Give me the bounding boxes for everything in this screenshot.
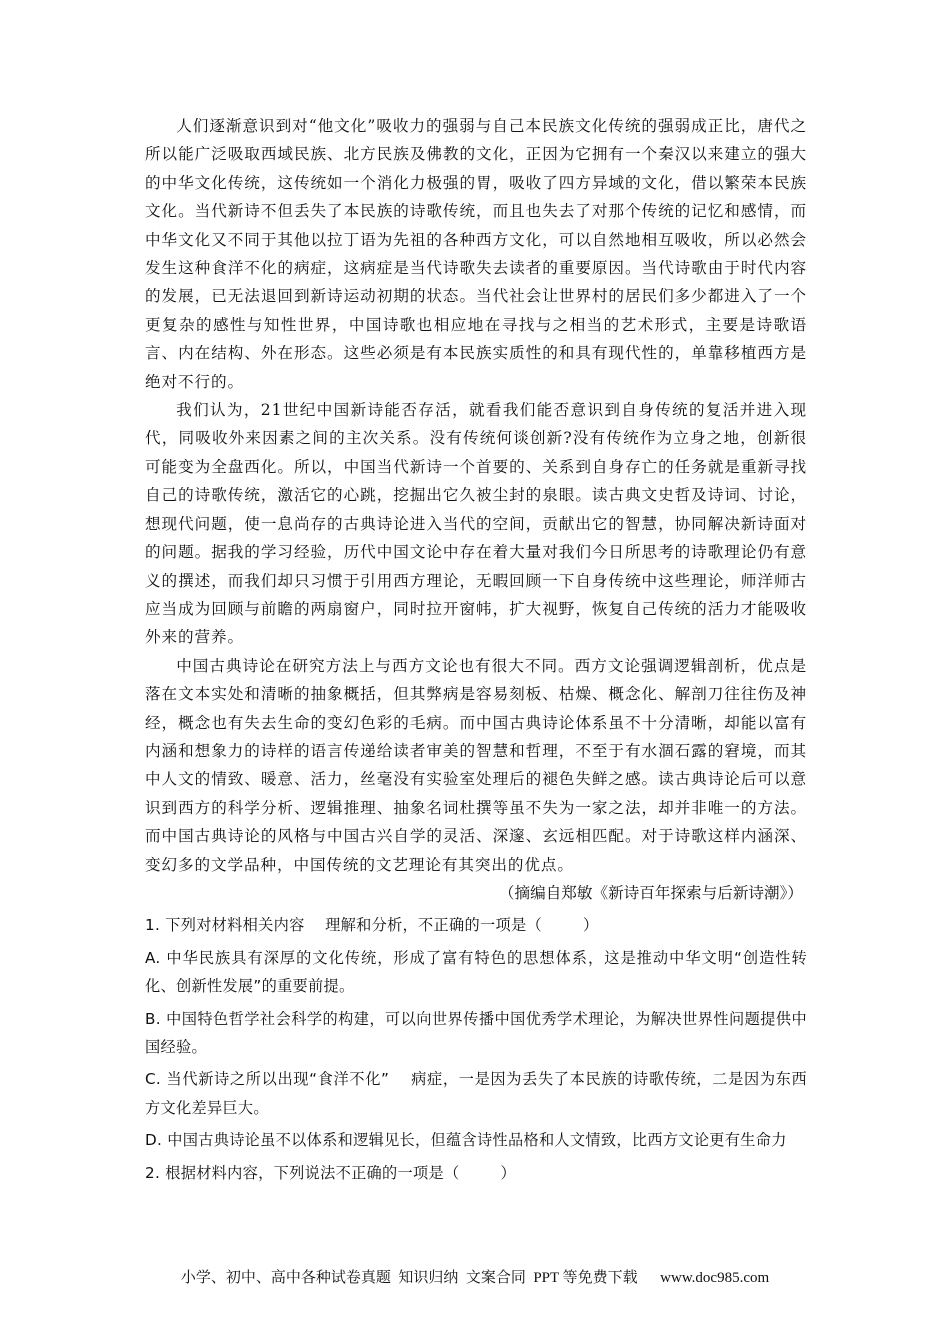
page-footer: 小学、初中、高中各种试卷真题 知识归纳 文案合同 PPT 等免费下载 www.doc985.com xyxy=(180,1270,770,1286)
document-body xyxy=(145,112,807,1187)
question-1-option-b: B. 中国特色哲学社会科学的构建，可以向世界传播中国优秀学术理论，为解决世界性问题提供中国经验。 xyxy=(145,1009,807,1056)
question-1-option-d: D. 中国古典诗论虽不以体系和逻辑见长，但蕴含诗性品格和人文情致，比西方文论更有生命力 xyxy=(145,1131,787,1150)
article-source: （摘编自郑敏《新诗百年探索与后新诗潮》） xyxy=(498,883,803,902)
question-2-stem: 2. 根据材料内容，下列说法不正确的一项是（ ） xyxy=(145,1163,516,1182)
question-1-option-c: C. 当代新诗之所以出现“食洋不化” 病症，一是因为丢失了本民族的诗歌传统，二是因为东西方文化差异巨大。 xyxy=(145,1070,807,1117)
question-1-option-a: A. 中华民族具有深厚的文化传统，形成了富有特色的思想体系，这是推动中华文明“创造性转化、创新性发展”的重要前提。 xyxy=(145,948,807,996)
article-paragraph-1: 人们逐渐意识到对“他文化”吸收力的强弱与自己本民族文化传统的强弱成正比，唐代之所以能广泛吸取西域民族、北方民族及佛教的文化，正因为它拥有一个秦汉以来建立的强大的中华文化传统，这传统如一个消化力极强的胃，吸收了四方异域的文化，借以繁荣本民族文化。当代新诗不但丢失了本民族的诗歌传统，而且也失去了对那个传统的记忆和感情，而中华文化又不同于其他以拉丁语为先祖的各种西方文化，可以自然地相互吸收，所以必然会发生这种食洋不化的病症，这病症是当代诗歌失去读者的重要原因。当代诗歌由于时代内容的发展，已无法退回到新诗运动初期的状态。当代社会让世界村的居民们多少都进入了一个更复杂的感性与知性世界，中国诗歌也相应地在寻找与之相当的艺术形式，主要是诗歌语言、内在结构、外在形态。这些必须是有本民族实质性的和具有现代性的，单靠移植西方是绝对不行的。 xyxy=(145,117,807,391)
article-paragraph-2: 我们认为，21世纪中国新诗能否存活，就看我们能否意识到自身传统的复活并进入现代，同吸收外来因素之间的主次关系。没有传统何谈创新?没有传统作为立身之地，创新很可能变为全盘西化。所以，中国当代新诗一个首要的、关系到自身存亡的任务就是重新寻找自己的诗歌传统，激活它的心跳，挖掘出它久被尘封的泉眼。读古典文史哲及诗词、讨论，想现代问题，使一息尚存的古典诗论进入当代的空间，贡献出它的智慧，协同解决新诗面对的问题。据我的学习经验，历代中国文论中存在着大量对我们今日所思考的诗歌理论仍有意义的撰述，而我们却只习惯于引用西方理论，无暇回顾一下自身传统中这些理论，师洋师古应当成为回顾与前瞻的两扇窗户，同时拉开窗帏，扩大视野，恢复自己传统的活力才能吸收外来的营养。 xyxy=(145,401,807,647)
question-1-stem: 1. 下列对材料相关内容 理解和分析，不正确的一项是（ ） xyxy=(145,916,599,935)
article-paragraph-3: 中国古典诗论在研究方法上与西方文论也有很大不同。西方文论强调逻辑剖析，优点是落在文本实处和清晰的抽象概括，但其弊病是容易刻板、枯燥、概念化、解剖刀往往伤及神经，概念也有失去生命的变幻色彩的毛病。而中国古典诗论体系虽不十分清晰，却能以富有内涵和想象力的诗样的语言传递给读者审美的智慧和哲理，不至于有水涸石露的窘境，而其中人文的情致、暖意、活力，丝毫没有实验室处理后的褪色失鲜之感。读古典诗论后可以意识到西方的科学分析、逻辑推理、抽象名词杜撰等虽不失为一家之法，却并非唯一的方法。而中国古典诗论的风格与中国古兴自学的灵活、深邃、玄远相匹配。对于诗歌这样内涵深、变幻多的文学品种，中国传统的文艺理论有其突出的优点。 xyxy=(145,656,807,874)
